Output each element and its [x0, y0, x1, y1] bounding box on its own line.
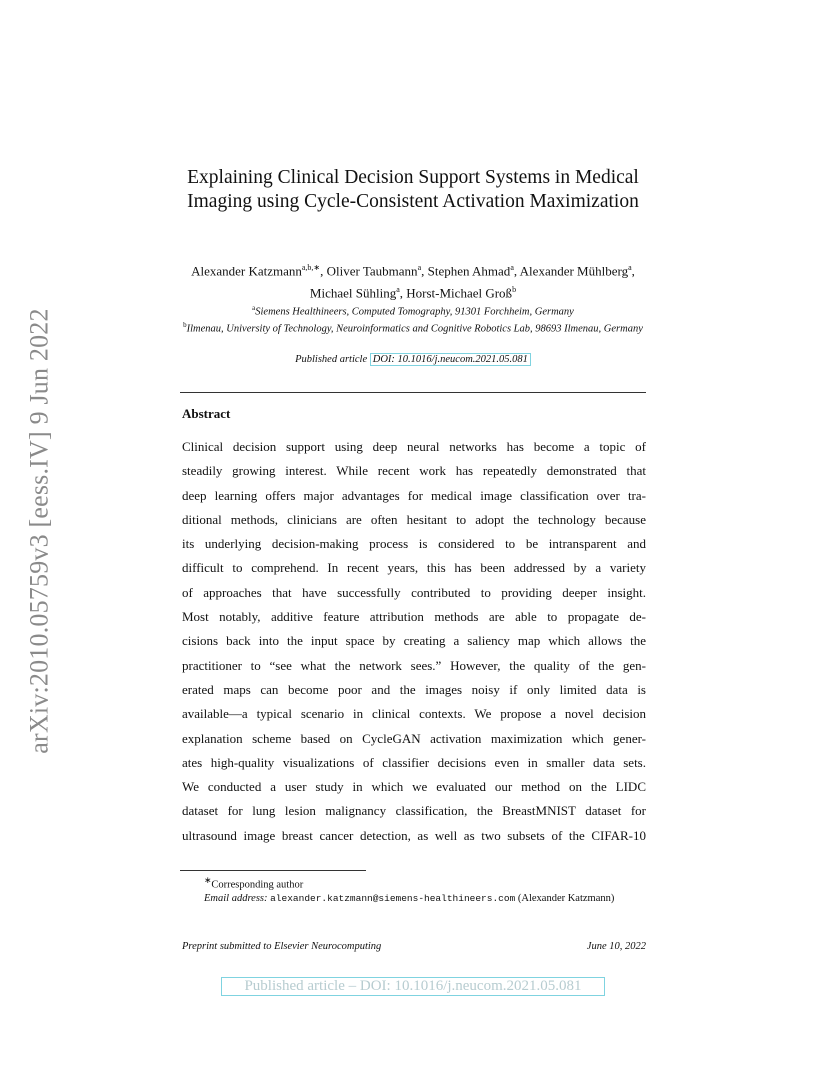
preprint-date: June 10, 2022 — [586, 941, 646, 952]
abstract-line: cisions back into the input space by creating a saliency map which allows the — [182, 633, 646, 649]
published-label: Published article — [295, 354, 368, 365]
footnote — [182, 874, 646, 906]
doi-link[interactable]: DOI: 10.1016/j.neucom.2021.05.081 — [370, 353, 531, 366]
author-name: Alexander Mühlberg — [519, 263, 629, 279]
author-affiliation-mark: a — [396, 285, 400, 295]
footnote-divider — [180, 870, 366, 871]
abstract-line: We conducted a user study in which we evaluated our method on the LIDC — [182, 779, 646, 795]
abstract-line: available—a typical scenario in clinical contexts. We propose a novel decision — [182, 706, 646, 722]
abstract-line: Most notably, additive feature attribution methods are able to propagate de- — [182, 609, 646, 625]
abstract-line: ates high-quality visualizations of classifier decisions even in smaller data sets. — [182, 754, 646, 770]
abstract-line: explanation scheme based on CycleGAN activation maximization which gener- — [182, 730, 646, 746]
published-article-note — [182, 354, 644, 365]
affiliation-a: $^a$Siemens Healthineers, Computed Tomography, 91301 Forchheim, Germany — [252, 304, 574, 318]
abstract-line: ditional methods, clinicians are often hesitant to adopt the technology because — [182, 511, 646, 527]
email-note: Email address: alexander.katzmann@siemens-healthineers.com (Alexander Katzmann) — [204, 893, 615, 904]
affiliation-b: $^b$Ilmenau, University of Technology, Neuroinformatics and Cognitive Robotics Lab, 98693 Ilmenau, Germany — [183, 321, 643, 335]
corresponding-author-note: ∗Corresponding author — [204, 875, 304, 891]
published-article-link[interactable]: Published article – DOI: 10.1016/j.neucom.2021.05.081 — [221, 977, 605, 996]
author-affiliation-mark: a — [510, 263, 514, 272]
abstract-line: erated maps can become poor and the images noisy if only limited data is — [182, 681, 646, 697]
arxiv-identifier-stamp — [18, 300, 62, 762]
author-name: Alexander Katzmann — [191, 263, 302, 279]
abstract-line: of approaches that have successfully contributed to providing deeper insight. — [182, 584, 646, 600]
author-list: Alexander Katzmann$^{a,b,∗}$, Oliver Taubmann$^a$, Stephen Ahmad$^a$, Alexander Mühlberg$^a$, Michael Sühling$^a$, Horst-Michael Groß$^b$ — [191, 263, 635, 301]
preprint-note: Preprint submitted to Elsevier Neurocomputing — [182, 941, 382, 952]
author-name: Michael Sühling — [309, 285, 397, 301]
abstract-line: deep learning offers major advantages for medical image classification over tra- — [182, 487, 646, 503]
abstract-line: steadily growing interest. While recent work has repeatedly demonstrated that — [182, 463, 646, 479]
author-affiliation-mark: a — [628, 263, 632, 272]
paper-title: Explaining Clinical Decision Support Systems in Medical Imaging using Cycle-Consistent Activation Maximization — [187, 167, 639, 212]
email-owner: (Alexander Katzmann) — [517, 893, 615, 904]
abstract-line: difficult to comprehend. In recent years, this has been addressed by a variety — [182, 560, 646, 576]
abstract-line: Clinical decision support using deep neural networks has become a topic of — [182, 439, 646, 454]
abstract-text — [182, 435, 646, 848]
author-name: Oliver Taubmann — [326, 263, 418, 279]
abstract-line: dataset for lung lesion malignancy classification, the BreastMNIST dataset for — [182, 803, 646, 819]
author-affiliation-mark: a — [417, 263, 422, 272]
arxiv-identifier-text: arXiv:2010.05759v3 [eess.IV] 9 Jun 2022 — [25, 308, 55, 754]
email-address: alexander.katzmann@siemens-healthineers.com — [270, 893, 516, 904]
abstract-heading: Abstract — [182, 406, 231, 421]
author-affiliation-mark: b — [512, 285, 517, 295]
affiliations — [182, 302, 644, 336]
author-name: Stephen Ahmad — [427, 263, 511, 279]
abstract-line: ultrasound image breast cancer detection, as well as two subsets of the CIFAR-10 — [182, 827, 646, 843]
abstract-line: its underlying decision-making process is considered to be intransparent and — [182, 536, 646, 552]
author-name: Horst-Michael Groß — [406, 285, 513, 301]
abstract-line: practitioner to “see what the network sees.” However, the quality of the gen- — [182, 657, 646, 673]
header-divider — [180, 392, 646, 393]
author-affiliation-mark: a,b,∗ — [301, 263, 321, 272]
